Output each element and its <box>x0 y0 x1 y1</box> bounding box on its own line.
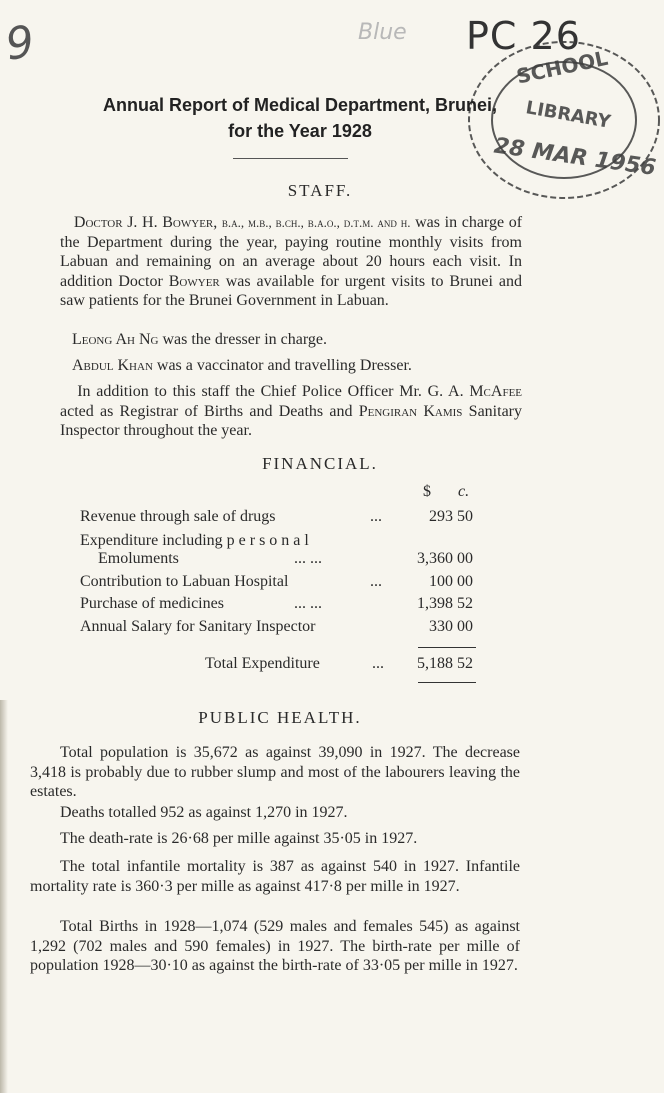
dresser-name: Leong Ah Ng <box>72 331 159 348</box>
total-rule-bottom <box>418 682 476 683</box>
row-leader: ... <box>370 508 382 525</box>
officer-name: McAfee <box>469 383 523 400</box>
staff-paragraph-4 <box>60 382 522 441</box>
row-amount: 100 00 <box>429 573 473 590</box>
staff-text-3: In addition to this staff the Chief Police Officer Mr. G. A. <box>77 383 470 400</box>
row-amount: 293 50 <box>429 508 473 525</box>
health-paragraph: The death-rate is 26·68 per mille against 35·05 in 1927. <box>60 830 418 847</box>
health-paragraph: Total population is 35,672 as against 39,090 in 1927. The decrease 3,418 is probably due to rubber slump and most of the labourers leaving the estates. <box>30 744 520 800</box>
public-health-heading: PUBLIC HEALTH. <box>198 708 362 727</box>
health-paragraph: The total infantile mortality is 387 as against 540 in 1927. Infantile mortality rate is 360·3 per mille as against 417·8 per mille in 1927. <box>30 858 520 895</box>
page-edge-shadow <box>0 700 8 1093</box>
staff-text-2: was available for urgent visits to Brunei and saw patients for the Brunei Government in Labuan. <box>60 272 522 309</box>
row-leader: ... ... <box>294 595 322 612</box>
health-paragraph: Deaths totalled 952 as against 1,270 in 1927. <box>60 804 348 821</box>
pencil-note: Blue <box>358 20 407 45</box>
title-divider <box>233 158 348 159</box>
table-header-row <box>80 483 480 505</box>
cents-column-header: c. <box>458 483 470 500</box>
report-subtitle: for the Year 1928 <box>228 121 372 141</box>
row-leader: ... ... <box>294 550 322 567</box>
inspector-name: Pengiran Kamis <box>358 402 463 420</box>
row-label: Expenditure including p e r s o n a l <box>80 532 309 549</box>
table-row <box>80 508 480 530</box>
row-leader: ... <box>370 573 382 590</box>
health-paragraph: Total Births in 1928—1,074 (529 males and females 545) as against 1,292 (702 males and 590 females) in 1927. The birth-rate per mille of population 1928—30·10 as against the birth-rate of 33·05 per mille in 1927. <box>30 918 520 974</box>
row-amount: 1,398 52 <box>417 595 473 612</box>
total-row <box>80 655 480 677</box>
doctor-qualifications: b.a., m.b., b.ch., b.a.o., d.t.m. and h. <box>221 215 411 230</box>
staff-paragraph-1 <box>60 213 522 311</box>
doctor-surname: Bowyer <box>168 272 220 290</box>
staff-heading: STAFF. <box>287 181 353 200</box>
row-amount: 330 00 <box>429 618 473 635</box>
row-label: Purchase of medicines <box>80 595 224 612</box>
handwritten-mark: 9 <box>2 16 38 71</box>
staff-paragraph-3 <box>60 356 522 376</box>
stamp-date: 28 MAR 1956 <box>492 133 658 181</box>
vaccinator-name: Abdul Khan <box>72 357 153 374</box>
total-leader: ... <box>372 655 384 672</box>
staff-text-5: Sanitary Inspector throughout the year. <box>60 402 522 439</box>
table-row <box>80 573 480 595</box>
dollar-column-header: $ <box>423 483 431 500</box>
vaccinator-text: was a vaccinator and travelling Dresser. <box>152 357 412 374</box>
row-label: Emoluments <box>98 550 179 567</box>
table-row <box>80 618 480 640</box>
stamp-side-text: LIBRARY <box>524 97 613 133</box>
report-title: Annual Report of Medical Department, Brunei, <box>102 95 498 115</box>
row-amount: 3,360 00 <box>417 550 473 567</box>
row-label: Contribution to Labuan Hospital <box>80 573 289 590</box>
stamp-top-text: SCHOOL <box>514 45 610 89</box>
total-amount: 5,188 52 <box>417 655 473 672</box>
call-number: PC 26 <box>466 14 581 58</box>
total-label: Total Expenditure <box>205 655 320 672</box>
row-label: Revenue through sale of drugs <box>80 508 276 525</box>
row-label: Annual Salary for Sanitary Inspector <box>80 618 316 635</box>
total-rule-top <box>418 647 476 648</box>
doctor-name: Doctor J. H. Bowyer, <box>73 214 218 231</box>
staff-text-4: acted as Registrar of Births and Deaths and <box>60 402 359 420</box>
staff-text-1: was in charge of the Department during the year, paying routine monthly visits from Labuan and remaining on an average about 20 hours each visit. In addition Doctor <box>60 214 523 290</box>
dresser-text: was the dresser in charge. <box>158 331 327 348</box>
financial-heading: FINANCIAL. <box>262 454 378 473</box>
table-row <box>80 550 480 572</box>
staff-paragraph-2 <box>60 330 522 350</box>
table-row <box>80 595 480 617</box>
